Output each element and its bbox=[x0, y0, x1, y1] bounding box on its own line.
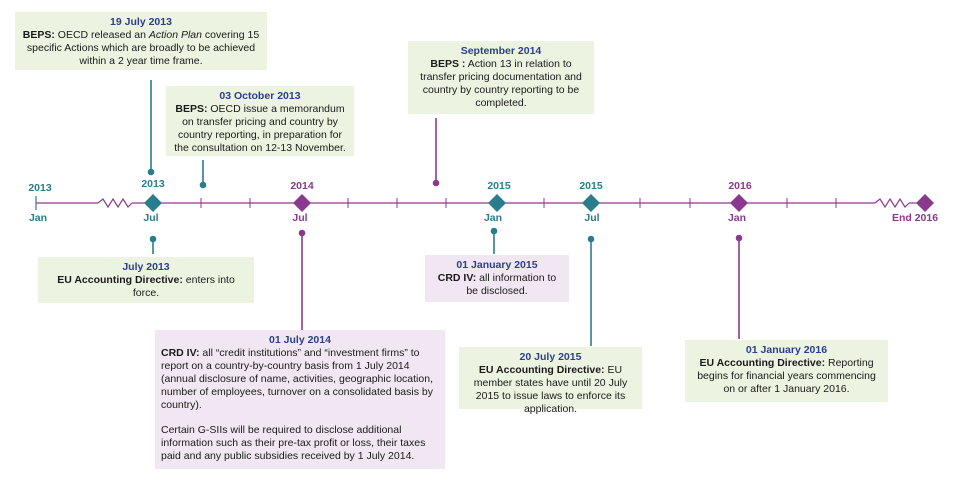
event-lead: CRD IV: bbox=[161, 347, 200, 359]
event-emphasis: Action Plan bbox=[148, 29, 202, 41]
event-date: July 2013 bbox=[122, 261, 170, 273]
event-text: all “credit institutions” and “investment firms” to report on a country-by-country basis from 1 July 2014 (annual disclosure of name, activities, geographic location, number of employees, turnover on a consolidated basis by country). bbox=[161, 347, 433, 411]
event-date: 03 October 2013 bbox=[219, 90, 301, 102]
axis-month-jan2015: Jan bbox=[483, 212, 503, 224]
diamond-jan2016 bbox=[730, 194, 748, 212]
event-lead: BEPS: bbox=[175, 103, 208, 115]
axis-break-left bbox=[98, 199, 132, 207]
event-lead: EU Accounting Directive: bbox=[57, 274, 183, 286]
connector-dot bbox=[151, 237, 156, 242]
axis-month-jan2016: Jan bbox=[727, 212, 747, 224]
event-crd-01jan2015 bbox=[425, 255, 569, 302]
event-eu-jul2013 bbox=[38, 257, 254, 303]
connector-dot bbox=[492, 229, 497, 234]
event-text: enters into force. bbox=[132, 274, 235, 299]
event-date: 01 January 2016 bbox=[745, 344, 828, 356]
diamond-end2016 bbox=[916, 194, 934, 212]
event-text: covering 15 specific Actions which are broadly to be achieved within a 2 year time frame. bbox=[26, 29, 260, 67]
axis-year-2013b: 2013 bbox=[141, 178, 165, 190]
diamond-jul2014 bbox=[293, 194, 311, 212]
axis-year-2015a: 2015 bbox=[487, 180, 511, 192]
event-beps-sep2014 bbox=[408, 41, 594, 114]
event-eu-20jul2015 bbox=[459, 347, 642, 415]
connector-dot bbox=[737, 236, 742, 241]
axis-year-2015b: 2015 bbox=[579, 180, 603, 192]
event-text: EU member states have until 20 July 2015 to issue laws to enforce its application. bbox=[473, 364, 628, 415]
axis-year-2016: 2016 bbox=[728, 180, 752, 192]
event-text: all information to be disclosed. bbox=[466, 272, 557, 297]
connector-dot bbox=[300, 231, 305, 236]
event-beps-03oct2013 bbox=[166, 86, 354, 156]
axis-month-jan2013: Jan bbox=[28, 212, 48, 224]
event-date: 20 July 2015 bbox=[519, 351, 582, 363]
axis-year-2013: 2013 bbox=[28, 182, 52, 194]
connector-dot bbox=[201, 183, 206, 188]
event-paragraph bbox=[161, 347, 439, 412]
axis-month-jul2015: Jul bbox=[584, 212, 600, 224]
event-beps-19jul2013 bbox=[15, 12, 267, 70]
event-lead: BEPS: bbox=[22, 29, 55, 41]
axis-break-right bbox=[875, 199, 909, 207]
axis-end-2016: End 2016 bbox=[891, 212, 939, 224]
connector-dot bbox=[149, 170, 154, 175]
connector-dot bbox=[589, 237, 594, 242]
axis-month-jul2014: Jul bbox=[292, 212, 308, 224]
axis-month-jul2013: Jul bbox=[143, 212, 159, 224]
event-crd-01jul2014 bbox=[155, 330, 445, 469]
event-text: OECD issue a memorandum on transfer pricing and country by country reporting, in preparation for the consultation on 12-13 November. bbox=[174, 103, 346, 154]
event-text: OECD released an bbox=[54, 29, 149, 41]
axis-year-2014: 2014 bbox=[290, 180, 314, 192]
event-lead: BEPS : bbox=[430, 58, 466, 70]
event-date: 19 July 2013 bbox=[110, 16, 172, 28]
event-date: September 2014 bbox=[460, 45, 542, 57]
event-date: 01 January 2015 bbox=[456, 259, 538, 271]
event-date: 01 July 2014 bbox=[269, 334, 331, 346]
event-text: Action 13 in relation to transfer pricing documentation and country by country reporting to be completed. bbox=[420, 58, 582, 109]
event-lead: EU Accounting Directive: bbox=[478, 364, 605, 376]
diamond-jul2015 bbox=[582, 194, 600, 212]
event-text: Reporting begins for financial years commencing on or after 1 January 2016. bbox=[697, 357, 876, 395]
event-lead: CRD IV: bbox=[437, 272, 477, 284]
diamond-jul2013 bbox=[144, 194, 162, 212]
event-lead: EU Accounting Directive: bbox=[699, 357, 826, 369]
connector-dot bbox=[434, 181, 439, 186]
event-eu-01jan2016 bbox=[685, 340, 888, 402]
event-paragraph: Certain G-SIIs will be required to disclose additional information such as their pre-tax profit or loss, their taxes paid and any public subsidies received by 1 July 2014. bbox=[161, 424, 426, 462]
diamond-jan2015 bbox=[488, 194, 506, 212]
